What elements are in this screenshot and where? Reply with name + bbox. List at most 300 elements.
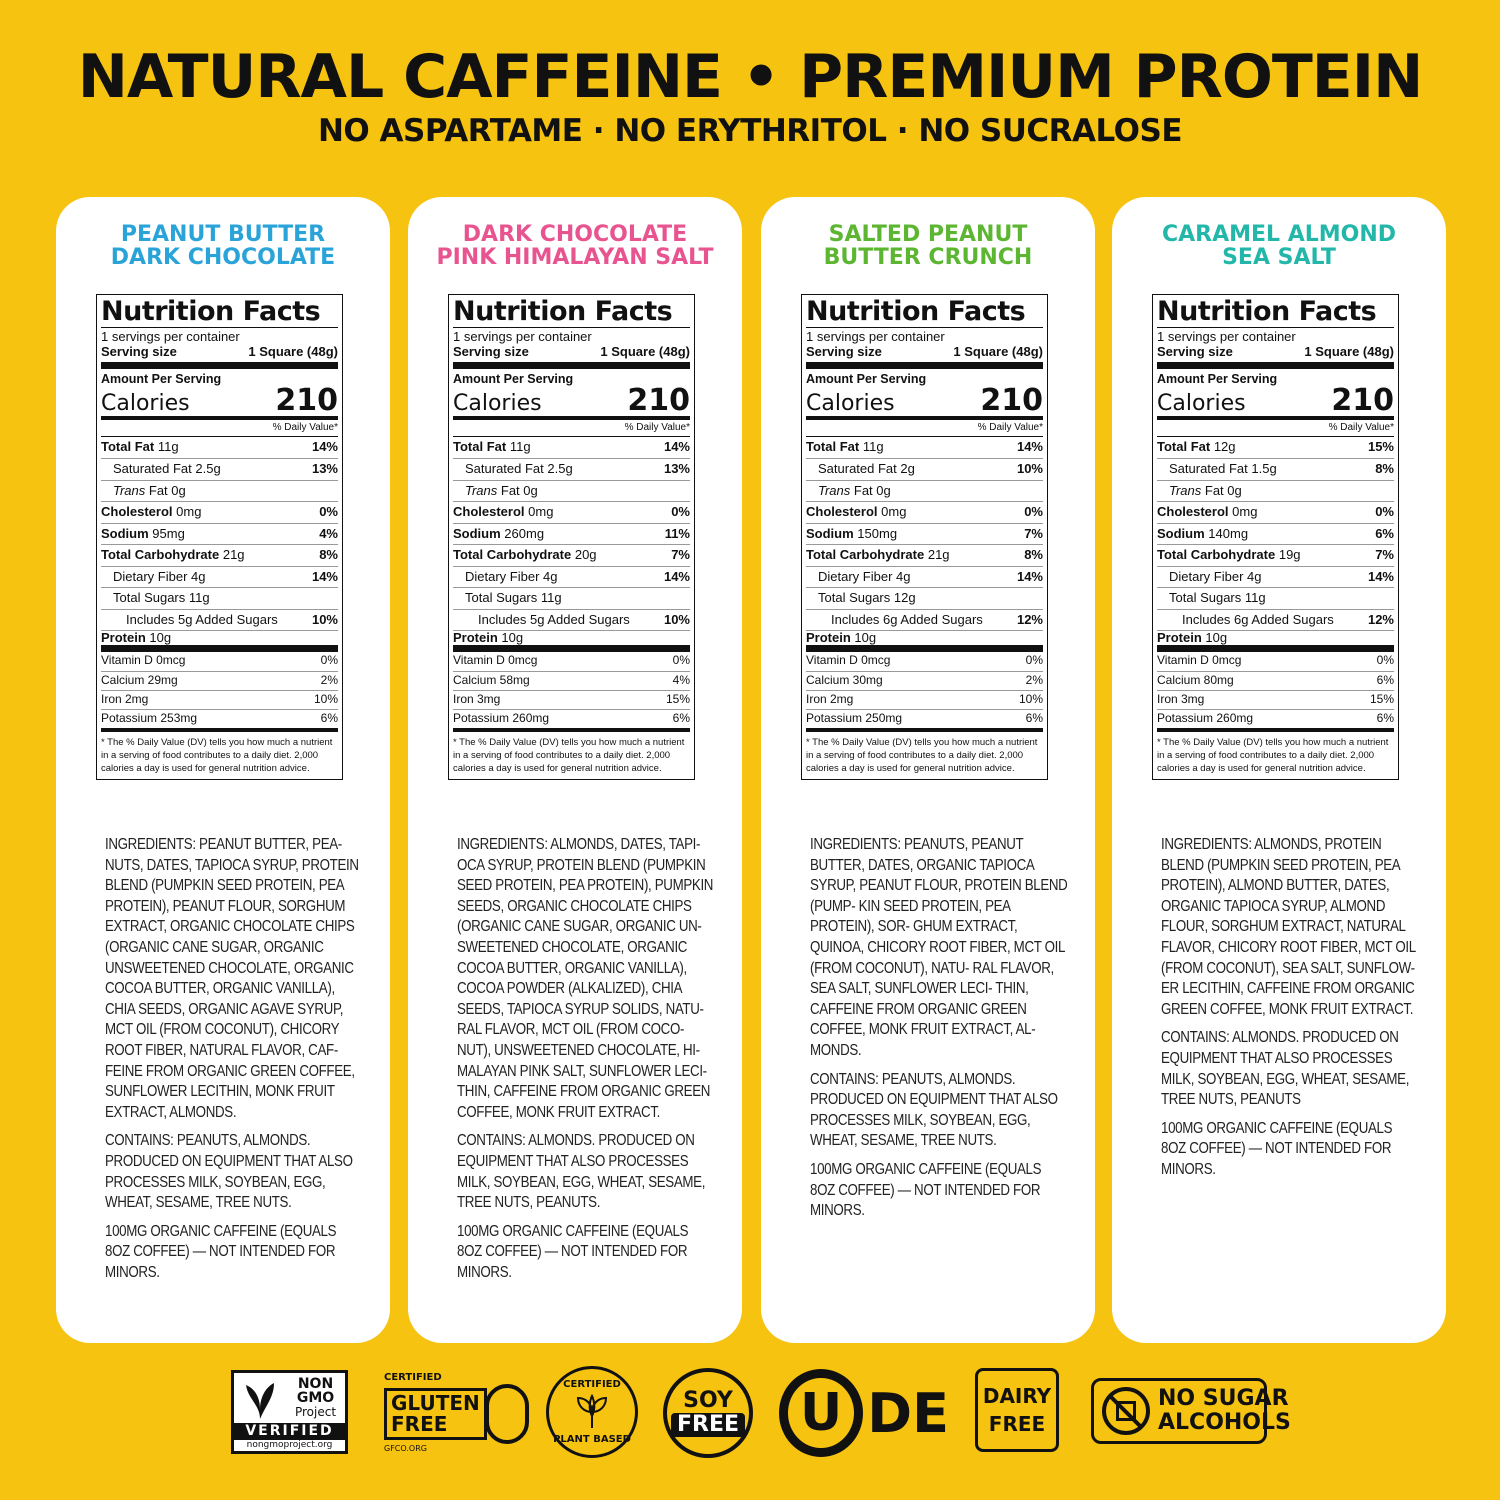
- nutrient-amount: 140mg: [1208, 525, 1249, 541]
- nutrient-row: [806, 501, 1043, 523]
- ingredients-block: [810, 835, 1068, 1230]
- nutrient-amount: 4g: [543, 568, 558, 584]
- nutrient-amount: 260mg: [504, 525, 545, 541]
- nutrient-amount: 10g: [1205, 629, 1228, 645]
- calories-label: Calories: [453, 390, 542, 416]
- dairy-free-word: FREE: [988, 1412, 1046, 1436]
- servings-per-container: 1 servings per container: [1157, 329, 1296, 344]
- nutrient-label: Trans: [818, 482, 851, 498]
- nutrient-row: [453, 501, 690, 523]
- nutrient-row: [101, 587, 338, 609]
- nutrient-row: [453, 566, 690, 588]
- nutrient-label: Total Sugars: [818, 590, 891, 606]
- serving-size-value: 1 Square (48g): [248, 343, 338, 359]
- mineral-row: [453, 671, 690, 690]
- nutrient-amount: 11g: [540, 590, 562, 606]
- mineral-label: Potassium 250mg: [806, 710, 903, 725]
- product-card: [408, 197, 742, 1343]
- nutrient-row: [101, 566, 338, 588]
- servings-per-container: 1 servings per container: [101, 329, 240, 344]
- amount-per-serving: Amount Per Serving: [453, 371, 574, 386]
- mineral-dv: 0%: [1376, 653, 1394, 668]
- mineral-dv: 15%: [1369, 691, 1394, 706]
- nutrient-dv: 14%: [1367, 568, 1394, 584]
- mineral-label: Calcium 30mg: [806, 672, 883, 687]
- nutrient-row: [453, 630, 690, 652]
- nutrient-label: Trans: [465, 482, 498, 498]
- gfco-url: GFCO.ORG: [384, 1444, 427, 1453]
- nutrient-label: Saturated Fat: [818, 461, 897, 477]
- mineral-dv: 15%: [665, 691, 690, 706]
- serving-size-label: Serving size: [453, 343, 529, 359]
- nutrient-row: [453, 523, 690, 545]
- nutrient-label: Cholesterol: [806, 504, 878, 520]
- amount-per-serving: Amount Per Serving: [806, 371, 927, 386]
- mineral-row: [806, 709, 1043, 728]
- nutrient-dv: 10%: [311, 611, 338, 627]
- nutrient-label: Saturated Fat: [1169, 461, 1248, 477]
- caffeine-statement: 100MG ORGANIC CAFFEINE (EQUALS 8OZ COFFEE) — NOT INTENDED FOR MINORS.: [1161, 1119, 1393, 1178]
- mineral-row: [101, 652, 338, 671]
- serving-size-label: Serving size: [1157, 343, 1233, 359]
- nutrient-row: [1157, 544, 1394, 566]
- nutrient-row: [101, 458, 338, 480]
- nutrient-row: [806, 630, 1043, 652]
- nutrient-label: Protein: [101, 629, 146, 645]
- nutrient-row: [101, 544, 338, 566]
- nutrient-label: Protein: [1157, 629, 1202, 645]
- sprout-icon: [572, 1394, 612, 1430]
- nutrient-dv: 12%: [1016, 611, 1043, 627]
- gluten-certified: CERTIFIED: [384, 1372, 442, 1383]
- nutrient-dv: 14%: [663, 568, 690, 584]
- nutrient-row: [1157, 501, 1394, 523]
- nutrient-amount: 11g: [509, 439, 531, 455]
- nutrient-row: [806, 523, 1043, 545]
- nutrient-amount: 0mg: [528, 504, 554, 520]
- mineral-row: [1157, 671, 1394, 690]
- nutrient-amount: 10g: [501, 629, 524, 645]
- nutrient-amount: 95mg: [152, 525, 185, 541]
- flavor-name: [408, 223, 742, 269]
- flavor-line-2: BUTTER CRUNCH: [823, 245, 1033, 270]
- nutrition-facts-panel: [1152, 294, 1399, 780]
- caffeine-statement: 100MG ORGANIC CAFFEINE (EQUALS 8OZ COFFEE) — NOT INTENDED FOR MINORS.: [105, 1222, 337, 1281]
- daily-value-header: % Daily Value*: [1328, 422, 1394, 434]
- nutrient-row: [1157, 566, 1394, 588]
- daily-value-footnote: * The % Daily Value (DV) tells you how much a nutrient in a serving of food contributes to a daily diet. 2,000 calories a day is used for general nutrition advice.: [1157, 728, 1394, 775]
- nutrient-label: Total Sugars: [113, 590, 186, 606]
- mineral-label: Calcium 80mg: [1157, 672, 1234, 687]
- mineral-row: [101, 671, 338, 690]
- nutrient-dv: 11%: [664, 525, 690, 541]
- product-card: [56, 197, 390, 1343]
- mineral-label: Vitamin D 0mcg: [1157, 653, 1242, 668]
- nutrient-label: Dietary Fiber: [465, 568, 540, 584]
- nutrient-label: Total Sugars: [1169, 590, 1242, 606]
- nutrient-label: Protein: [453, 629, 498, 645]
- mineral-row: [101, 690, 338, 709]
- caffeine-statement: 100MG ORGANIC CAFFEINE (EQUALS 8OZ COFFEE) — NOT INTENDED FOR MINORS.: [810, 1160, 1042, 1220]
- nutrient-row: [101, 523, 338, 545]
- nutrient-label: Sodium: [453, 525, 501, 541]
- nutrition-facts-panel: [801, 294, 1048, 780]
- mineral-dv: 6%: [672, 710, 690, 725]
- nutrient-dv: 0%: [671, 504, 690, 520]
- mineral-label: Iron 2mg: [806, 691, 854, 706]
- soy-word: SOY: [683, 1388, 733, 1413]
- flavor-line-1: SALTED PEANUT: [828, 222, 1028, 247]
- nutrient-amount: Fat 0g: [500, 482, 538, 498]
- nutrient-dv: 14%: [311, 568, 338, 584]
- gfco-g-icon: [485, 1384, 529, 1444]
- mineral-dv: 6%: [320, 710, 338, 725]
- nutrient-row: [453, 437, 690, 459]
- nutrient-amount: 10g: [149, 629, 172, 645]
- calories-row: [1157, 383, 1394, 420]
- mineral-label: Potassium 253mg: [101, 710, 198, 725]
- plant-certified: CERTIFIED: [563, 1379, 621, 1390]
- nutrient-label: Total Fat: [1157, 439, 1211, 455]
- nutrition-facts-title: Nutrition Facts: [453, 297, 690, 328]
- nutrient-amount: 0mg: [176, 504, 202, 520]
- nutrient-amount: 20g: [574, 547, 597, 563]
- nutrient-label: Includes 5g Added Sugars: [126, 611, 278, 627]
- ingredients-label: INGREDIENTS:: [1161, 836, 1252, 853]
- nutrient-amount: 11g: [862, 439, 884, 455]
- nutrient-amount: 0mg: [1232, 504, 1258, 520]
- product-card: [761, 197, 1095, 1343]
- mineral-dv: 10%: [313, 691, 338, 706]
- kosher-de: DE: [867, 1381, 949, 1445]
- dairy-word: DAIRY: [982, 1384, 1052, 1408]
- nutrient-row: [806, 566, 1043, 588]
- nutrition-facts-panel: [96, 294, 343, 780]
- nutrient-dv: 12%: [1367, 611, 1394, 627]
- nutrient-label: Cholesterol: [101, 504, 173, 520]
- nutrient-amount: 12g: [893, 590, 916, 606]
- mineral-row: [806, 690, 1043, 709]
- nutrient-label: Total Carbohydrate: [806, 547, 925, 563]
- nutrient-row: [806, 587, 1043, 609]
- nutrient-label: Includes 6g Added Sugars: [1182, 611, 1334, 627]
- nutrient-label: Cholesterol: [1157, 504, 1229, 520]
- nutrient-label: Sodium: [806, 525, 854, 541]
- nutrient-label: Trans: [1169, 482, 1202, 498]
- subheadline: NO ASPARTAME · NO ERYTHRITOL · NO SUCRALOSE: [317, 113, 1183, 149]
- mineral-label: Iron 3mg: [1157, 691, 1205, 706]
- nutrient-dv: 6%: [1375, 525, 1394, 541]
- nutrient-amount: 2.5g: [195, 461, 221, 477]
- daily-value-header: % Daily Value*: [272, 422, 338, 434]
- soy-free-badge: [663, 1368, 753, 1458]
- mineral-label: Iron 3mg: [453, 691, 501, 706]
- nutrient-amount: 11g: [1244, 590, 1266, 606]
- calories-label: Calories: [1157, 390, 1246, 416]
- nutrient-dv: 8%: [319, 547, 338, 563]
- nutrient-row: [1157, 480, 1394, 502]
- ingredients-text: PEANUTS, PEANUT BUTTER, DATES, ORGANIC TAPIOCA SYRUP, PEANUT FLOUR, PROTEIN BLEND (PUMP- KIN SEED PROTEIN, PEA PROTEIN), SOR- GHUM EXTRACT, QUINOA, CHICORY ROOT FIBER, MCT OIL (FROM COCONUT), NATU- RAL FLAVOR, SEA SALT, SUNFLOWER LECI- THIN, CAFFEINE FROM ORGANIC GREEN COFFEE, MONK FRUIT EXTRACT, AL- MONDS.: [810, 836, 1068, 1059]
- ingredients-block: [105, 835, 363, 1291]
- nutrient-amount: 21g: [927, 547, 950, 563]
- nutrient-dv: 14%: [311, 439, 338, 455]
- soy-free-word: FREE: [671, 1413, 745, 1437]
- allergen-statement: CONTAINS: PEANUTS, ALMONDS. PRODUCED ON EQUIPMENT THAT ALSO PROCESSES MILK, SOYBEAN, EGG, WHEAT, SESAME, TREE NUTS.: [105, 1132, 353, 1212]
- nongmo-gmo: GMO: [296, 1390, 335, 1406]
- nutrient-label: Includes 5g Added Sugars: [478, 611, 630, 627]
- nutrient-amount: 150mg: [857, 525, 898, 541]
- mineral-label: Potassium 260mg: [453, 710, 550, 725]
- mineral-row: [1157, 709, 1394, 728]
- nutrient-dv: 7%: [1375, 547, 1394, 563]
- nutrient-label: Total Carbohydrate: [453, 547, 572, 563]
- daily-value-header: % Daily Value*: [977, 422, 1043, 434]
- servings-per-container: 1 servings per container: [453, 329, 592, 344]
- nutrient-label: Total Carbohydrate: [1157, 547, 1276, 563]
- nutrient-row: [806, 480, 1043, 502]
- nutrient-dv: 7%: [1024, 525, 1043, 541]
- nutrient-label: Protein: [806, 629, 851, 645]
- nutrient-amount: 21g: [222, 547, 245, 563]
- kosher-badge: [779, 1368, 949, 1458]
- flavor-line-1: DARK CHOCOLATE: [462, 222, 688, 247]
- nutrient-dv: 13%: [311, 461, 338, 477]
- servings-per-container: 1 servings per container: [806, 329, 945, 344]
- nutrient-row: [101, 609, 338, 631]
- amount-per-serving: Amount Per Serving: [101, 371, 222, 386]
- nutrient-label: Saturated Fat: [465, 461, 544, 477]
- ingredients-block: [1161, 835, 1419, 1189]
- nongmo-verified: VERIFIED: [234, 1423, 345, 1440]
- mineral-dv: 6%: [1376, 672, 1394, 687]
- mineral-row: [806, 671, 1043, 690]
- ou-icon: [779, 1369, 863, 1457]
- nutrient-amount: Fat 0g: [148, 482, 186, 498]
- nutrient-row: [1157, 609, 1394, 631]
- flavor-line-2: SEA SALT: [1222, 245, 1336, 270]
- daily-value-footnote: * The % Daily Value (DV) tells you how much a nutrient in a serving of food contributes to a daily diet. 2,000 calories a day is used for general nutrition advice.: [101, 728, 338, 775]
- plant-label: PLANT BASED: [553, 1434, 631, 1445]
- nutrient-dv: 8%: [1024, 547, 1043, 563]
- mineral-row: [101, 709, 338, 728]
- nutrient-row: [806, 609, 1043, 631]
- daily-value-footnote: * The % Daily Value (DV) tells you how much a nutrient in a serving of food contributes to a daily diet. 2,000 calories a day is used for general nutrition advice.: [806, 728, 1043, 775]
- nutrient-dv: 4%: [319, 525, 338, 541]
- allergen-statement: CONTAINS: ALMONDS. PRODUCED ON EQUIPMENT THAT ALSO PROCESSES MILK, SOYBEAN, EGG, WHEAT, SESAME, TREE NUTS, PEANUTS: [1161, 1029, 1410, 1109]
- nutrient-label: Total Fat: [101, 439, 155, 455]
- nutrient-amount: 11g: [188, 590, 210, 606]
- gluten-free-badge: [384, 1372, 510, 1458]
- flavor-name: [56, 223, 390, 269]
- gluten-free-word: FREE: [391, 1412, 448, 1436]
- mineral-label: Vitamin D 0mcg: [101, 653, 186, 668]
- mineral-row: [453, 690, 690, 709]
- nutrient-row: [1157, 523, 1394, 545]
- mineral-label: Calcium 29mg: [101, 672, 178, 687]
- ingredients-block: [457, 835, 715, 1291]
- headline: NATURAL CAFFEINE • PREMIUM PROTEIN: [77, 42, 1423, 112]
- nutrient-row: [806, 437, 1043, 459]
- ingredients-label: INGREDIENTS:: [457, 836, 548, 853]
- calories-row: [453, 383, 690, 420]
- calories-label: Calories: [806, 390, 895, 416]
- nutrient-label: Total Fat: [453, 439, 507, 455]
- nutrient-row: [101, 480, 338, 502]
- no-sugar-alcohols-badge: [1091, 1378, 1291, 1444]
- nutrient-row: [1157, 458, 1394, 480]
- leaf-icon: [234, 1373, 286, 1423]
- nutrient-row: [453, 480, 690, 502]
- nutrient-row: [806, 458, 1043, 480]
- mineral-dv: 10%: [1018, 691, 1043, 706]
- nutrient-amount: 1.5g: [1251, 461, 1277, 477]
- calories-row: [806, 383, 1043, 420]
- nutrient-amount: 4g: [896, 568, 911, 584]
- nutrient-dv: 15%: [1367, 439, 1394, 455]
- kosher-u: U: [800, 1383, 843, 1443]
- caffeine-statement: 100MG ORGANIC CAFFEINE (EQUALS 8OZ COFFEE) — NOT INTENDED FOR MINORS.: [457, 1222, 689, 1281]
- no-sugar-line1: NO SUGAR: [1158, 1386, 1289, 1411]
- nutrition-facts-panel: [448, 294, 695, 780]
- nutrient-row: [453, 544, 690, 566]
- calories-value: 210: [980, 383, 1043, 419]
- plant-based-badge: [546, 1366, 638, 1458]
- nutrient-dv: 13%: [663, 461, 690, 477]
- product-card: [1112, 197, 1446, 1343]
- nutrient-amount: 2.5g: [547, 461, 573, 477]
- nutrient-label: Saturated Fat: [113, 461, 192, 477]
- nutrient-dv: 0%: [1375, 504, 1394, 520]
- flavor-name: [761, 223, 1095, 269]
- nutrient-row: [1157, 587, 1394, 609]
- no-sugar-line2: ALCOHOLS: [1158, 1410, 1291, 1435]
- mineral-dv: 6%: [1376, 710, 1394, 725]
- serving-size-label: Serving size: [806, 343, 882, 359]
- mineral-dv: 2%: [1025, 672, 1043, 687]
- flavor-line-1: PEANUT BUTTER: [120, 222, 326, 247]
- nutrient-dv: 8%: [1375, 461, 1394, 477]
- nutrient-amount: Fat 0g: [853, 482, 891, 498]
- nutrient-amount: 10g: [854, 629, 877, 645]
- nutrient-row: [101, 437, 338, 459]
- nutrition-facts-title: Nutrition Facts: [1157, 297, 1394, 328]
- nongmo-project: Project: [294, 1405, 337, 1419]
- mineral-row: [806, 652, 1043, 671]
- nutrient-row: [453, 587, 690, 609]
- serving-size-value: 1 Square (48g): [953, 343, 1043, 359]
- nutrient-dv: 14%: [663, 439, 690, 455]
- nutrient-amount: 19g: [1278, 547, 1301, 563]
- nutrient-label: Total Sugars: [465, 590, 538, 606]
- nutrient-amount: 4g: [1247, 568, 1262, 584]
- flavor-line-2: DARK CHOCOLATE: [110, 245, 336, 270]
- nutrient-row: [101, 630, 338, 652]
- nutrient-label: Total Fat: [806, 439, 860, 455]
- serving-size-label: Serving size: [101, 343, 177, 359]
- nutrient-dv: 10%: [1016, 461, 1043, 477]
- nutrient-amount: 2g: [900, 461, 915, 477]
- mineral-row: [453, 709, 690, 728]
- nutrient-label: Dietary Fiber: [1169, 568, 1244, 584]
- flavor-line-1: CARAMEL ALMOND: [1161, 222, 1397, 247]
- nutrient-row: [453, 609, 690, 631]
- no-sign-icon: [1102, 1387, 1150, 1435]
- nutrient-label: Dietary Fiber: [818, 568, 893, 584]
- nutrient-label: Sodium: [101, 525, 149, 541]
- daily-value-header: % Daily Value*: [624, 422, 690, 434]
- nutrient-label: Cholesterol: [453, 504, 525, 520]
- mineral-dv: 0%: [1025, 653, 1043, 668]
- non-gmo-badge: [231, 1370, 348, 1454]
- nutrient-amount: 4g: [191, 568, 206, 584]
- nongmo-url: nongmoproject.org: [246, 1440, 333, 1450]
- ingredients-text: ALMONDS, PROTEIN BLEND (PUMPKIN SEED PROTEIN, PEA PROTEIN), ALMOND BUTTER, DATES, ORGANIC TAPIOCA SYRUP, ALMOND FLOUR, SORGHUM EXTRACT, NATURAL FLAVOR, CHICORY ROOT FIBER, MCT OIL (FROM COCONUT), SEA SALT, SUNFLOW- ER LECITHIN, CAFFEINE FROM ORGANIC GREEN COFFEE, MONK FRUIT EXTRACT.: [1161, 836, 1416, 1018]
- nutrient-dv: 14%: [1016, 439, 1043, 455]
- mineral-dv: 2%: [320, 672, 338, 687]
- nutrient-label: Trans: [113, 482, 146, 498]
- mineral-label: Potassium 260mg: [1157, 710, 1254, 725]
- nongmo-non: NON: [297, 1376, 334, 1392]
- calories-value: 210: [275, 383, 338, 419]
- mineral-dv: 4%: [672, 672, 690, 687]
- mineral-label: Vitamin D 0mcg: [453, 653, 538, 668]
- nutrient-label: Includes 6g Added Sugars: [831, 611, 983, 627]
- ingredients-label: INGREDIENTS:: [810, 836, 901, 853]
- nutrient-row: [1157, 630, 1394, 652]
- mineral-row: [1157, 690, 1394, 709]
- ingredients-text: ALMONDS, DATES, TAPI- OCA SYRUP, PROTEIN BLEND (PUMPKIN SEED PROTEIN, PEA PROTEIN), PUMPKIN SEEDS, ORGANIC CHOCOLATE CHIPS (ORGANIC CANE SUGAR, ORGANIC UN- SWEETENED CHOCOLATE, ORGANIC COCOA BUTTER, ORGANIC VANILLA), COCOA POWDER (ALKALIZED), CHIA SEEDS, TAPIOCA SYRUP SOLIDS, NATU- RAL FLAVOR, MCT OIL (FROM COCO- NUT), UNSWEETENED CHOCOLATE, HI- MALAYAN PINK SALT, SUNFLOWER LECI- THIN, CAFFEINE FROM ORGANIC GREEN COFFEE, MONK FRUIT EXTRACT.: [457, 836, 714, 1121]
- mineral-label: Calcium 58mg: [453, 672, 530, 687]
- dairy-free-badge: [975, 1368, 1059, 1452]
- nutrient-dv: 7%: [671, 547, 690, 563]
- nutrient-amount: 11g: [157, 439, 179, 455]
- nutrient-amount: Fat 0g: [1204, 482, 1242, 498]
- nutrient-label: Sodium: [1157, 525, 1205, 541]
- serving-size-value: 1 Square (48g): [600, 343, 690, 359]
- daily-value-footnote: * The % Daily Value (DV) tells you how much a nutrient in a serving of food contributes to a daily diet. 2,000 calories a day is used for general nutrition advice.: [453, 728, 690, 775]
- nutrient-dv: 14%: [1016, 568, 1043, 584]
- calories-label: Calories: [101, 390, 190, 416]
- amount-per-serving: Amount Per Serving: [1157, 371, 1278, 386]
- flavor-name: [1112, 223, 1446, 269]
- nutrient-dv: 0%: [1024, 504, 1043, 520]
- nutrient-row: [101, 501, 338, 523]
- nutrient-label: Total Carbohydrate: [101, 547, 220, 563]
- nutrient-label: Dietary Fiber: [113, 568, 188, 584]
- nutrient-dv: 10%: [663, 611, 690, 627]
- calories-value: 210: [627, 383, 690, 419]
- nutrition-facts-title: Nutrition Facts: [101, 297, 338, 328]
- mineral-dv: 0%: [672, 653, 690, 668]
- calories-row: [101, 383, 338, 420]
- certification-badges: [0, 1360, 1500, 1470]
- mineral-dv: 0%: [320, 653, 338, 668]
- nutrient-amount: 12g: [1213, 439, 1236, 455]
- mineral-label: Iron 2mg: [101, 691, 149, 706]
- mineral-label: Vitamin D 0mcg: [806, 653, 891, 668]
- ingredients-text: PEANUT BUTTER, PEA- NUTS, DATES, TAPIOCA SYRUP, PROTEIN BLEND (PUMPKIN SEED PROTEIN, PEA PROTEIN), PEANUT FLOUR, SORGHUM EXTRACT, ORGANIC CHOCOLATE CHIPS (ORGANIC CANE SUGAR, ORGANIC UNSWEETENED CHOCOLATE, ORGANIC COCOA BUTTER, ORGANIC VANILLA), CHIA SEEDS, ORGANIC AGAVE SYRUP, MCT OIL (FROM COCONUT), CHICORY ROOT FIBER, NATURAL FLAVOR, CAF- FEINE FROM ORGANIC GREEN COFFEE, SUNFLOWER LECITHIN, MONK FRUIT EXTRACT, ALMONDS.: [105, 836, 359, 1121]
- nutrient-dv: 0%: [319, 504, 338, 520]
- serving-size-value: 1 Square (48g): [1304, 343, 1394, 359]
- nutrient-amount: 0mg: [881, 504, 907, 520]
- gluten-word: GLUTEN: [391, 1391, 480, 1415]
- mineral-row: [453, 652, 690, 671]
- nutrient-row: [453, 458, 690, 480]
- mineral-row: [1157, 652, 1394, 671]
- allergen-statement: CONTAINS: PEANUTS, ALMONDS. PRODUCED ON EQUIPMENT THAT ALSO PROCESSES MILK, SOYBEAN, EGG, WHEAT, SESAME, TREE NUTS.: [810, 1070, 1058, 1150]
- nutrition-facts-title: Nutrition Facts: [806, 297, 1043, 328]
- mineral-dv: 6%: [1025, 710, 1043, 725]
